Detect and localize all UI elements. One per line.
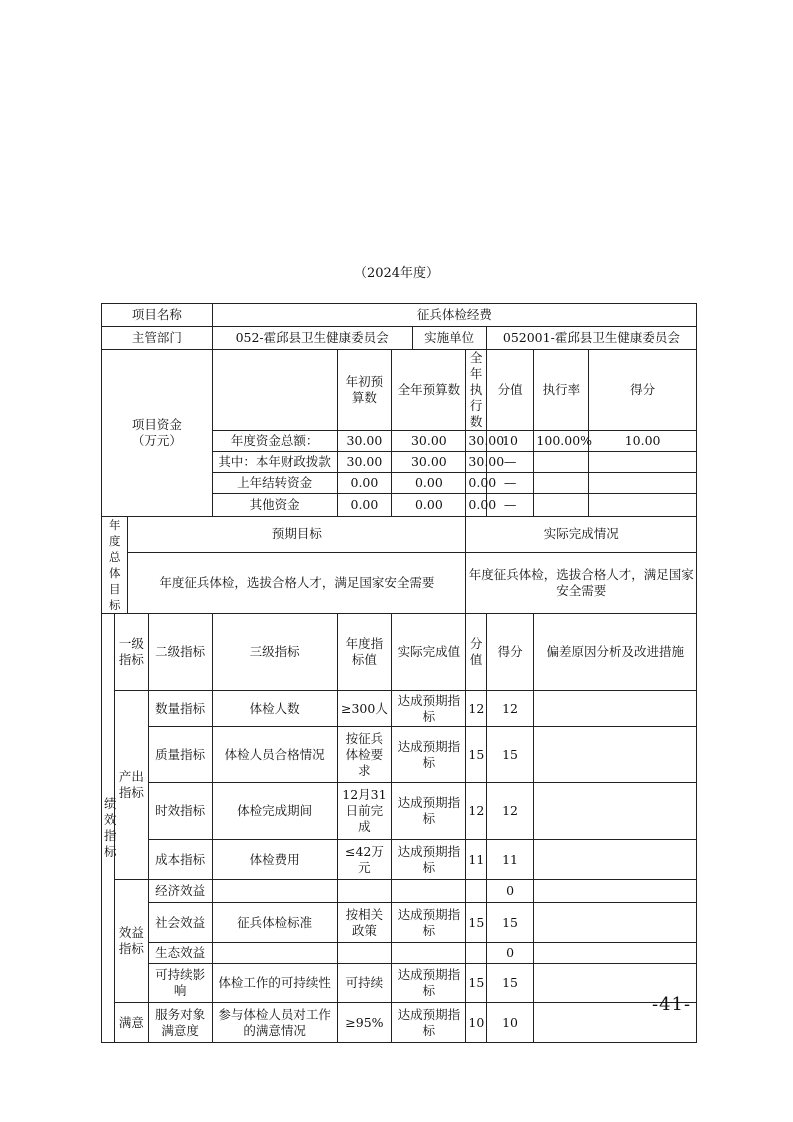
indicator-score: 11 bbox=[486, 840, 534, 880]
indicator-target: ≥95% bbox=[337, 1003, 392, 1043]
indicator-level3: 征兵体检标准 bbox=[212, 903, 337, 943]
funds-row-executed: 0.00 bbox=[466, 494, 486, 517]
level1-header: 一级指标 bbox=[115, 614, 148, 691]
indicator-score: 0 bbox=[486, 943, 534, 964]
page-number: -41- bbox=[652, 994, 692, 1015]
benefit-indicator-label: 效益指标 bbox=[115, 880, 148, 1003]
indicator-level3: 体检人员合格情况 bbox=[212, 727, 337, 783]
funds-row-rate bbox=[534, 473, 589, 494]
funds-header-initial: 年初预算数 bbox=[337, 350, 392, 431]
indicator-note bbox=[534, 783, 697, 840]
indicator-row bbox=[102, 903, 697, 943]
indicator-weight: 10 bbox=[466, 1003, 486, 1043]
funds-row-score bbox=[589, 473, 697, 494]
expected-label: 预期目标 bbox=[128, 517, 466, 553]
goal-header-row bbox=[102, 517, 697, 553]
indicator-score: 15 bbox=[486, 964, 534, 1003]
funds-header-blank bbox=[212, 350, 337, 431]
funds-row-weight: — bbox=[486, 494, 534, 517]
indicator-row bbox=[102, 880, 697, 903]
funds-row-weight: 10 bbox=[486, 431, 534, 452]
impl-unit-value: 052001-霍邱县卫生健康委员会 bbox=[486, 327, 696, 350]
funds-row-full-year: 0.00 bbox=[392, 494, 466, 517]
indicator-level3 bbox=[212, 943, 337, 964]
indicator-level2: 时效指标 bbox=[148, 783, 212, 840]
actual-value-header: 实际完成值 bbox=[392, 614, 466, 691]
indicator-score: 10 bbox=[486, 1003, 534, 1043]
indicator-target: 按相关政策 bbox=[337, 903, 392, 943]
goal-row bbox=[102, 552, 697, 613]
funds-row-initial: 30.00 bbox=[337, 452, 392, 473]
indicator-level3: 体检工作的可持续性 bbox=[212, 964, 337, 1003]
funds-row-initial: 30.00 bbox=[337, 431, 392, 452]
funds-row-full-year: 30.00 bbox=[392, 431, 466, 452]
indicator-weight: 15 bbox=[466, 903, 486, 943]
indicator-actual: 达成预期指标 bbox=[392, 727, 466, 783]
indicator-level3 bbox=[212, 880, 337, 903]
indicator-level3: 体检完成期间 bbox=[212, 783, 337, 840]
indicator-level3: 参与体检人员对工作的满意情况 bbox=[212, 1003, 337, 1043]
year-label: （2024年度） bbox=[353, 266, 440, 281]
indicator-level2: 社会效益 bbox=[148, 903, 212, 943]
indicator-weight: 15 bbox=[466, 727, 486, 783]
indicator-row bbox=[102, 727, 697, 783]
indicator-score: 0 bbox=[486, 880, 534, 903]
annual-target-label: 年度总体目标 bbox=[102, 517, 128, 614]
dept-label: 主管部门 bbox=[102, 327, 213, 350]
project-name-row bbox=[102, 304, 697, 327]
project-name-value: 征兵体检经费 bbox=[212, 304, 696, 327]
funds-row-score bbox=[589, 494, 697, 517]
indicator-note bbox=[534, 943, 697, 964]
dept-row bbox=[102, 327, 697, 350]
indicator-note bbox=[534, 903, 697, 943]
funds-header-executed: 全年执行数 bbox=[466, 350, 486, 431]
indicator-score: 15 bbox=[486, 903, 534, 943]
indicator-level3: 体检人数 bbox=[212, 691, 337, 727]
indicator-target bbox=[337, 880, 392, 903]
indicator-actual bbox=[392, 943, 466, 964]
funds-row-label: 其他资金 bbox=[212, 494, 337, 517]
weight-header: 分值 bbox=[466, 614, 486, 691]
indicator-header-row bbox=[102, 614, 697, 691]
indicator-actual: 达成预期指标 bbox=[392, 840, 466, 880]
funds-row-rate bbox=[534, 494, 589, 517]
funds-row-full-year: 30.00 bbox=[392, 452, 466, 473]
indicator-level3: 体检费用 bbox=[212, 840, 337, 880]
perf-indicator-label: 绩效指标 bbox=[102, 614, 115, 1043]
indicator-note bbox=[534, 840, 697, 880]
annual-value-header: 年度指标值 bbox=[337, 614, 392, 691]
indicator-actual: 达成预期指标 bbox=[392, 903, 466, 943]
funds-row-label: 其中：本年财政拨款 bbox=[212, 452, 337, 473]
funds-header-rate: 执行率 bbox=[534, 350, 589, 431]
score-header: 得分 bbox=[486, 614, 534, 691]
funds-row-weight: — bbox=[486, 473, 534, 494]
indicator-target bbox=[337, 943, 392, 964]
indicator-level2: 质量指标 bbox=[148, 727, 212, 783]
funds-row-full-year: 0.00 bbox=[392, 473, 466, 494]
funds-header-row bbox=[102, 350, 697, 431]
indicator-row bbox=[102, 783, 697, 840]
satisfaction-label: 满意 bbox=[115, 1003, 148, 1043]
indicator-level2: 成本指标 bbox=[148, 840, 212, 880]
indicator-weight: 12 bbox=[466, 691, 486, 727]
indicator-target: ≤42万元 bbox=[337, 840, 392, 880]
funds-row-initial: 0.00 bbox=[337, 494, 392, 517]
funds-row-weight: — bbox=[486, 452, 534, 473]
funds-label: 项目资金 （万元） bbox=[102, 350, 213, 517]
funds-header-full-year: 全年预算数 bbox=[392, 350, 466, 431]
funds-row-label: 上年结转资金 bbox=[212, 473, 337, 494]
indicator-target: 可持续 bbox=[337, 964, 392, 1003]
funds-row-initial: 0.00 bbox=[337, 473, 392, 494]
funds-row-score: 10.00 bbox=[589, 431, 697, 452]
indicator-score: 15 bbox=[486, 727, 534, 783]
indicator-note bbox=[534, 727, 697, 783]
project-name-label: 项目名称 bbox=[102, 304, 213, 327]
indicator-note bbox=[534, 691, 697, 727]
level3-header: 三级指标 bbox=[212, 614, 337, 691]
indicator-weight: 11 bbox=[466, 840, 486, 880]
funds-header-score: 得分 bbox=[589, 350, 697, 431]
indicator-actual: 达成预期指标 bbox=[392, 783, 466, 840]
dept-value: 052-霍邱县卫生健康委员会 bbox=[212, 327, 412, 350]
indicator-actual: 达成预期指标 bbox=[392, 964, 466, 1003]
level2-header: 二级指标 bbox=[148, 614, 212, 691]
funds-row-executed: 30.00 bbox=[466, 431, 486, 452]
indicator-level2: 服务对象满意度 bbox=[148, 1003, 212, 1043]
impl-unit-label: 实施单位 bbox=[412, 327, 486, 350]
indicator-weight bbox=[466, 943, 486, 964]
goal-expected: 年度征兵体检，选拔合格人才，满足国家安全需要 bbox=[128, 552, 466, 613]
funds-row-score bbox=[589, 452, 697, 473]
indicator-actual: 达成预期指标 bbox=[392, 691, 466, 727]
indicator-target: ≥300人 bbox=[337, 691, 392, 727]
indicator-weight: 15 bbox=[466, 964, 486, 1003]
output-indicator-label: 产出指标 bbox=[115, 691, 148, 880]
funds-row-rate: 100.00% bbox=[534, 431, 589, 452]
actual-label: 实际完成情况 bbox=[466, 517, 697, 553]
indicator-level2: 数量指标 bbox=[148, 691, 212, 727]
indicator-note bbox=[534, 880, 697, 903]
indicator-target: 12月31日前完成 bbox=[337, 783, 392, 840]
indicator-target: 按征兵体检要求 bbox=[337, 727, 392, 783]
indicator-row bbox=[102, 691, 697, 727]
performance-table bbox=[101, 303, 697, 1043]
funds-row-rate bbox=[534, 452, 589, 473]
deviation-header: 偏差原因分析及改进措施 bbox=[534, 614, 697, 691]
indicator-level2: 生态效益 bbox=[148, 943, 212, 964]
indicator-weight: 12 bbox=[466, 783, 486, 840]
indicator-level2: 经济效益 bbox=[148, 880, 212, 903]
funds-row-executed: 0.00 bbox=[466, 473, 486, 494]
indicator-row bbox=[102, 840, 697, 880]
indicator-actual: 达成预期指标 bbox=[392, 1003, 466, 1043]
indicator-row bbox=[102, 943, 697, 964]
indicator-row bbox=[102, 964, 697, 1003]
funds-row-label: 年度资金总额： bbox=[212, 431, 337, 452]
indicator-level2: 可持续影响 bbox=[148, 964, 212, 1003]
indicator-actual bbox=[392, 880, 466, 903]
funds-row-executed: 30.00 bbox=[466, 452, 486, 473]
goal-actual: 年度征兵体检，选拔合格人才，满足国家安全需要 bbox=[466, 552, 697, 613]
funds-header-weight: 分值 bbox=[486, 350, 534, 431]
indicator-row bbox=[102, 1003, 697, 1043]
indicator-score: 12 bbox=[486, 783, 534, 840]
indicator-score: 12 bbox=[486, 691, 534, 727]
indicator-weight bbox=[466, 880, 486, 903]
